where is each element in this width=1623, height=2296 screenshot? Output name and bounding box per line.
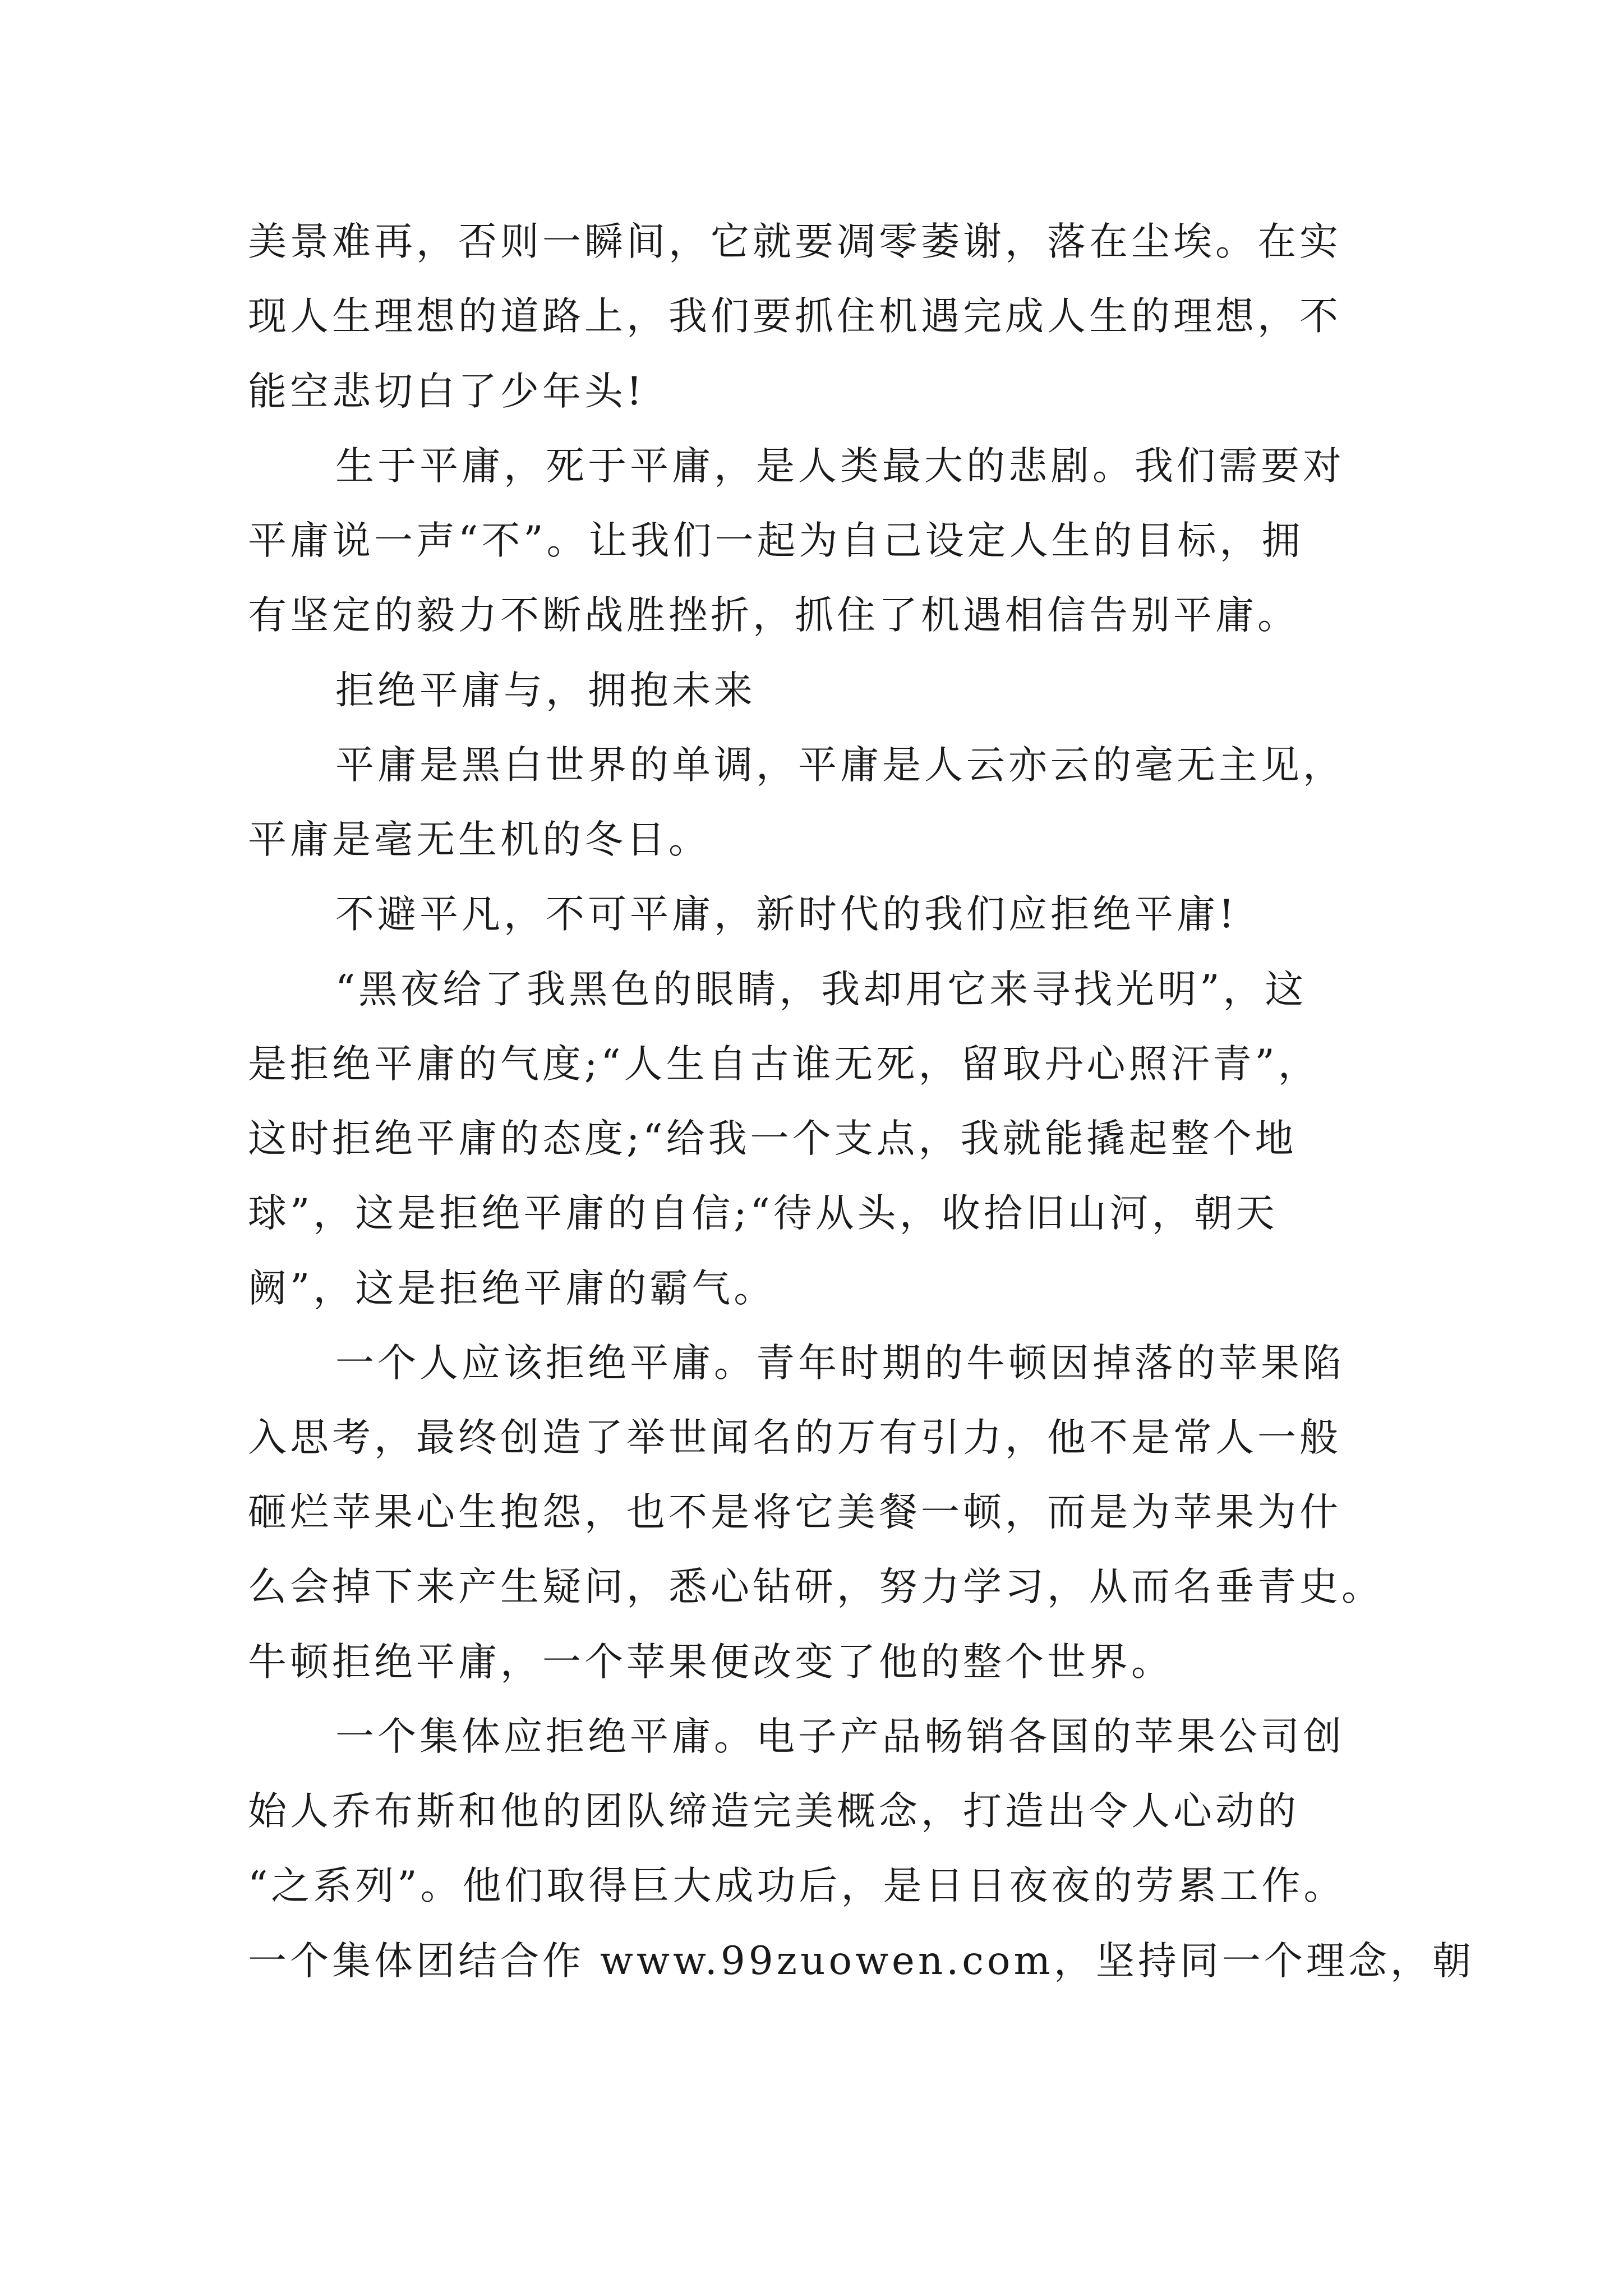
text-line-14: 球”，这是拒绝平庸的自信;“待从头，收拾旧山河，朝天 (248, 1191, 1278, 1236)
text-line-22: 始人乔布斯和他的团队缔造完美概念，打造出令人心动的 (248, 1789, 1299, 1834)
text-line-16: 一个人应该拒绝平庸。青年时期的牛顿因掉落的苹果陷 (335, 1341, 1345, 1386)
text-line-18: 砸烂苹果心生抱怨，也不是将它美餐一顿，而是为苹果为什 (248, 1490, 1341, 1535)
text-line-23: “之系列”。他们取得巨大成功后，是日日夜夜的劳累工作。 (248, 1864, 1346, 1908)
text-line-1: 美景难再，否则一瞬间，它就要凋零萎谢，落在尘埃。在实 (248, 219, 1341, 264)
text-line-8: 平庸是黑白世界的单调，平庸是人云亦云的毫无主见， (335, 743, 1345, 788)
text-line-4: 生于平庸，死于平庸，是人类最大的悲剧。我们需要对 (335, 444, 1345, 489)
text-line-3: 能空悲切白了少年头! (248, 369, 645, 414)
text-line-17: 入思考，最终创造了举世闻名的万有引力，他不是常人一般 (248, 1415, 1341, 1460)
text-line-20: 牛顿拒绝平庸，一个苹果便改变了他的整个世界。 (248, 1640, 1173, 1685)
text-line-12: 是拒绝平庸的气度;“人生自古谁无死，留取丹心照汗青”， (248, 1042, 1320, 1087)
section-heading: 拒绝平庸与，拥抱未来 (335, 668, 756, 713)
text-line-13: 这时拒绝平庸的态度;“给我一个支点，我就能撬起整个地 (248, 1116, 1297, 1161)
text-line-6: 有坚定的毅力不断战胜挫折，抓住了机遇相信告别平庸。 (248, 593, 1299, 638)
text-line-21: 一个集体应拒绝平庸。电子产品畅销各国的苹果公司创 (335, 1714, 1345, 1759)
text-line-19: 么会掉下来产生疑问，悉心钻研，努力学习，从而名垂青史。 (248, 1565, 1384, 1609)
text-line-5: 平庸说一声“不”。让我们一起为自己设定人生的目标，拥 (248, 518, 1304, 563)
text-line-15: 阙”，这是拒绝平庸的霸气。 (248, 1266, 776, 1311)
text-line-2: 现人生理想的道路上，我们要抓住机遇完成人生的理想，不 (248, 294, 1341, 339)
text-line-10: 不避平凡，不可平庸，新时代的我们应拒绝平庸! (335, 892, 1238, 937)
text-line-24: 一个集体团结合作 www.99zuowen.com，坚持同一个理念，朝 (248, 1939, 1474, 1984)
text-line-11: “黑夜给了我黑色的眼睛，我却用它来寻找光明”，这 (335, 967, 1307, 1012)
text-line-9: 平庸是毫无生机的冬日。 (248, 817, 711, 862)
